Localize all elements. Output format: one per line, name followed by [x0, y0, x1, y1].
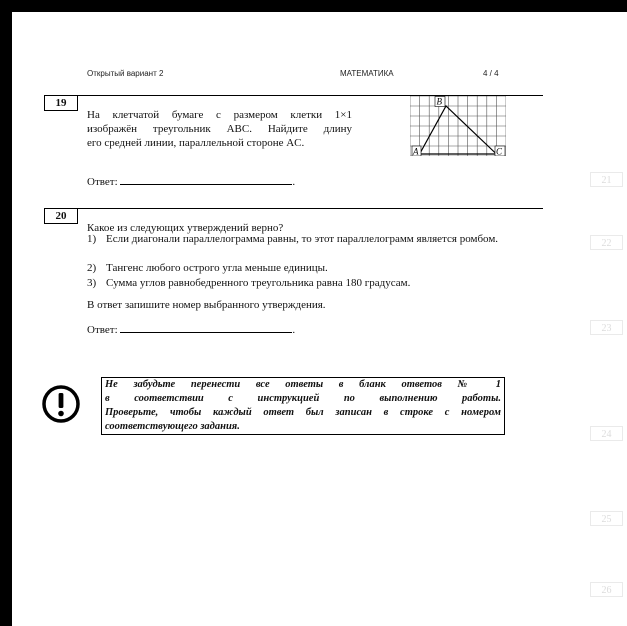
option-2-number: 2) [87, 262, 97, 274]
page-number: 4 / 4 [483, 69, 499, 78]
task-19-line-2: изображён треугольник ABC. Найдите длину [87, 123, 352, 135]
task-19-grid-figure [410, 96, 506, 156]
reminder-line-4: соответствующего задания. [105, 421, 240, 432]
task-20-answer-label: Ответ: [87, 324, 118, 336]
side-number-26: 26 [590, 582, 623, 597]
side-number-23: 23 [590, 320, 623, 335]
side-number-21: 21 [590, 172, 623, 187]
subject-label: МАТЕМАТИКА [340, 69, 394, 78]
reminder-line-3: Проверьте, чтобы каждый ответ был записан в строке с номером [105, 407, 501, 418]
task-19-text [87, 108, 352, 150]
reminder-line-2: в соответствии с инструкцией по выполнению работы. [105, 393, 501, 404]
option-1-number: 1) [87, 233, 97, 245]
side-number-24: 24 [590, 426, 623, 441]
task-19-number: 19 [44, 95, 78, 111]
task-20-instruction: В ответ запишите номер выбранного утверждения. [87, 299, 326, 311]
vertex-a-label: A [413, 146, 419, 156]
task-20-question: Какое из следующих утверждений верно? [87, 222, 284, 234]
reminder-line-1: Не забудьте перенести все ответы в бланк ответов № 1 [105, 379, 501, 390]
vertex-c-label: C [496, 146, 503, 156]
task-19-answer-label: Ответ: [87, 176, 118, 188]
task-19-line-3: его средней линии, параллельной стороне AC. [87, 137, 305, 149]
task-20-answer-field[interactable] [120, 322, 292, 333]
reminder-box [101, 377, 505, 435]
task-19-answer-field[interactable] [120, 174, 292, 185]
side-number-25: 25 [590, 511, 623, 526]
option-1-text: Если диагонали параллелограмма равны, то этот параллелограмм является ромбом. [106, 233, 499, 245]
option-2-text: Тангенс любого острого угла меньше единицы. [106, 262, 328, 274]
task-19-line-1: На клетчатой бумаге с размером клетки 1×1 [87, 109, 352, 121]
option-3-number: 3) [87, 277, 97, 289]
task-20-answer: Ответ: . [87, 324, 296, 336]
exam-page [12, 12, 627, 626]
variant-label: Открытый вариант 2 [87, 69, 164, 78]
task-19-answer: Ответ: . [87, 176, 296, 188]
option-3-text: Сумма углов равнобедренного треугольника равна 180 градусам. [106, 277, 411, 289]
exclamation-icon [41, 384, 81, 424]
task-20-number: 20 [44, 208, 78, 224]
side-number-22: 22 [590, 235, 623, 250]
vertex-b-label: B [436, 96, 442, 107]
grid-lines [410, 96, 506, 156]
